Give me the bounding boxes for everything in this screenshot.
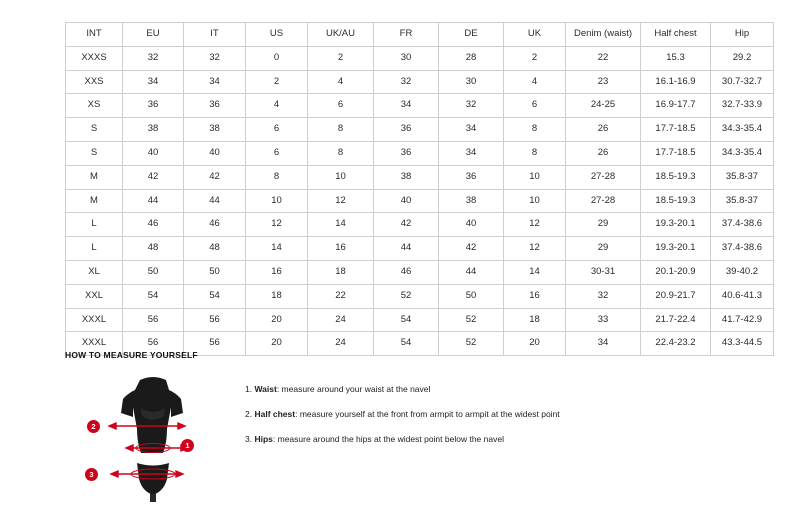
table-cell: 40 [123, 141, 184, 165]
table-cell: 32.7-33.9 [711, 94, 774, 118]
table-cell: 54 [123, 284, 184, 308]
table-cell: 17.7-18.5 [641, 141, 711, 165]
table-cell: 36 [123, 94, 184, 118]
how-to-measure-section [65, 350, 733, 504]
table-cell: 54 [374, 332, 439, 356]
table-cell: S [66, 118, 123, 142]
table-cell: 38 [439, 189, 504, 213]
table-cell: 34 [123, 70, 184, 94]
table-cell: 36 [439, 165, 504, 189]
table-cell: 0 [246, 46, 308, 70]
table-cell: 34 [439, 141, 504, 165]
table-cell: 32 [123, 46, 184, 70]
table-cell: 40 [374, 189, 439, 213]
table-cell: 16 [504, 284, 566, 308]
table-cell: 16 [308, 237, 374, 261]
table-cell: 50 [439, 284, 504, 308]
how-to-measure-title: HOW TO MEASURE YOURSELF [65, 350, 198, 360]
instruction-half-chest [245, 409, 560, 419]
table-cell: 10 [246, 189, 308, 213]
table-cell: 37.4-38.6 [711, 237, 774, 261]
table-cell: 48 [184, 237, 246, 261]
table-row [66, 118, 774, 142]
table-cell: 43.3-44.5 [711, 332, 774, 356]
table-cell: 38 [123, 118, 184, 142]
table-cell: 52 [374, 284, 439, 308]
table-cell: 21.7-22.4 [641, 308, 711, 332]
table-cell: 8 [308, 118, 374, 142]
table-cell: 46 [374, 260, 439, 284]
column-header-us: US [246, 23, 308, 47]
size-chart-table [65, 22, 774, 356]
instruction-waist [245, 384, 560, 394]
table-row [66, 213, 774, 237]
table-cell: 22.4-23.2 [641, 332, 711, 356]
table-cell: 34 [439, 118, 504, 142]
table-cell: 46 [123, 213, 184, 237]
table-cell: 10 [308, 165, 374, 189]
mannequin-illustration [93, 374, 213, 504]
column-header-uk: UK [504, 23, 566, 47]
table-cell: 40 [439, 213, 504, 237]
column-header-uk-au: UK/AU [308, 23, 374, 47]
table-cell: 32 [184, 46, 246, 70]
table-cell: 28 [439, 46, 504, 70]
table-cell: 24 [308, 308, 374, 332]
table-cell: 46 [184, 213, 246, 237]
column-header-eu: EU [123, 23, 184, 47]
table-cell: 10 [504, 189, 566, 213]
table-cell: 2 [504, 46, 566, 70]
table-cell: 32 [374, 70, 439, 94]
table-cell: 42 [439, 237, 504, 261]
measure-instructions [245, 374, 560, 460]
table-cell: 18 [246, 284, 308, 308]
instruction-number: 1. [245, 384, 253, 394]
table-cell: 32 [566, 284, 641, 308]
instruction-text: : measure yourself at the front from armpit to armpit at the widest point [295, 409, 560, 420]
table-cell: 30.7-32.7 [711, 70, 774, 94]
table-cell: 15.3 [641, 46, 711, 70]
table-cell: XXXS [66, 46, 123, 70]
table-cell: 19.3-20.1 [641, 213, 711, 237]
instruction-number: 2. [245, 409, 253, 420]
table-cell: 42 [184, 165, 246, 189]
table-cell: 56 [123, 332, 184, 356]
table-cell: 44 [184, 189, 246, 213]
table-cell: 18.5-19.3 [641, 189, 711, 213]
table-cell: 54 [374, 308, 439, 332]
table-cell: 34 [374, 94, 439, 118]
table-cell: 6 [308, 94, 374, 118]
mannequin-figure [89, 374, 213, 504]
table-row [66, 260, 774, 284]
table-cell: L [66, 237, 123, 261]
table-cell: 41.7-42.9 [711, 308, 774, 332]
table-cell: 30 [374, 46, 439, 70]
table-cell: 18 [308, 260, 374, 284]
instruction-text: : measure around the hips at the widest point below the navel [272, 434, 504, 445]
table-cell: 12 [246, 213, 308, 237]
table-cell: 10 [504, 165, 566, 189]
table-cell: 24-25 [566, 94, 641, 118]
table-header-row [66, 23, 774, 47]
table-cell: 35.8-37 [711, 189, 774, 213]
table-cell: 12 [308, 189, 374, 213]
badge-hips: 3 [85, 468, 98, 481]
table-row [66, 189, 774, 213]
table-cell: 34 [566, 332, 641, 356]
table-cell: 16.9-17.7 [641, 94, 711, 118]
table-cell: XXXL [66, 332, 123, 356]
table-cell: 16.1-16.9 [641, 70, 711, 94]
table-cell: 50 [184, 260, 246, 284]
table-cell: 12 [504, 213, 566, 237]
table-cell: 24 [308, 332, 374, 356]
table-cell: 12 [504, 237, 566, 261]
table-cell: 52 [439, 308, 504, 332]
table-row [66, 308, 774, 332]
table-cell: 6 [246, 141, 308, 165]
instruction-term: Waist [254, 384, 277, 394]
table-cell: 27-28 [566, 189, 641, 213]
table-cell: 20 [504, 332, 566, 356]
table-cell: 26 [566, 141, 641, 165]
table-row [66, 70, 774, 94]
table-row [66, 284, 774, 308]
table-row [66, 46, 774, 70]
table-cell: 38 [184, 118, 246, 142]
table-cell: 33 [566, 308, 641, 332]
table-cell: 39-40.2 [711, 260, 774, 284]
badge-half-chest: 2 [87, 420, 100, 433]
table-cell: XXXL [66, 308, 123, 332]
table-cell: 19.3-20.1 [641, 237, 711, 261]
table-cell: 44 [374, 237, 439, 261]
table-row [66, 94, 774, 118]
table-cell: 34 [184, 70, 246, 94]
table-cell: 14 [246, 237, 308, 261]
table-cell: 32 [439, 94, 504, 118]
table-cell: 2 [308, 46, 374, 70]
instruction-hips [245, 434, 560, 444]
instruction-number: 3. [245, 434, 253, 445]
table-cell: 8 [308, 141, 374, 165]
how-to-measure-body [65, 374, 733, 504]
table-cell: 35.8-37 [711, 165, 774, 189]
table-cell: 48 [123, 237, 184, 261]
table-cell: 30 [439, 70, 504, 94]
table-cell: 40 [184, 141, 246, 165]
column-header-hip: Hip [711, 23, 774, 47]
table-cell: 20 [246, 308, 308, 332]
instruction-term: Half chest [254, 409, 296, 420]
column-header-half-chest: Half chest [641, 23, 711, 47]
table-cell: M [66, 189, 123, 213]
table-cell: 4 [504, 70, 566, 94]
table-cell: M [66, 165, 123, 189]
table-cell: 20.1-20.9 [641, 260, 711, 284]
table-cell: 42 [123, 165, 184, 189]
table-cell: 42 [374, 213, 439, 237]
table-cell: 22 [308, 284, 374, 308]
table-cell: 44 [123, 189, 184, 213]
table-cell: XL [66, 260, 123, 284]
instruction-text: : measure around your waist at the navel [276, 384, 431, 394]
table-cell: 17.7-18.5 [641, 118, 711, 142]
table-cell: 36 [374, 118, 439, 142]
table-cell: 50 [123, 260, 184, 284]
column-header-it: IT [184, 23, 246, 47]
table-cell: XXL [66, 284, 123, 308]
table-cell: 16 [246, 260, 308, 284]
table-cell: S [66, 141, 123, 165]
table-cell: 26 [566, 118, 641, 142]
table-cell: 36 [184, 94, 246, 118]
table-cell: 54 [184, 284, 246, 308]
table-cell: 6 [504, 94, 566, 118]
table-cell: 23 [566, 70, 641, 94]
table-cell: 18.5-19.3 [641, 165, 711, 189]
table-cell: L [66, 213, 123, 237]
table-cell: 56 [184, 332, 246, 356]
column-header-int: INT [66, 23, 123, 47]
table-cell: 52 [439, 332, 504, 356]
badge-waist: 1 [181, 439, 194, 452]
table-cell: 27-28 [566, 165, 641, 189]
table-row [66, 165, 774, 189]
table-cell: 40.6-41.3 [711, 284, 774, 308]
table-row [66, 237, 774, 261]
table-cell: 18 [504, 308, 566, 332]
column-header-fr: FR [374, 23, 439, 47]
table-cell: 29.2 [711, 46, 774, 70]
table-cell: 29 [566, 213, 641, 237]
table-cell: 14 [504, 260, 566, 284]
instruction-term: Hips [254, 434, 273, 445]
table-cell: XXS [66, 70, 123, 94]
table-cell: 20 [246, 332, 308, 356]
size-chart-container [65, 22, 763, 356]
table-cell: XS [66, 94, 123, 118]
table-cell: 29 [566, 237, 641, 261]
table-cell: 8 [504, 118, 566, 142]
table-cell: 14 [308, 213, 374, 237]
table-cell: 20.9-21.7 [641, 284, 711, 308]
table-cell: 38 [374, 165, 439, 189]
table-cell: 34.3-35.4 [711, 118, 774, 142]
table-cell: 56 [123, 308, 184, 332]
table-cell: 2 [246, 70, 308, 94]
table-cell: 30-31 [566, 260, 641, 284]
table-cell: 4 [246, 94, 308, 118]
table-cell: 22 [566, 46, 641, 70]
table-cell: 34.3-35.4 [711, 141, 774, 165]
column-header-de: DE [439, 23, 504, 47]
table-cell: 4 [308, 70, 374, 94]
table-cell: 37.4-38.6 [711, 213, 774, 237]
table-row [66, 141, 774, 165]
table-cell: 8 [504, 141, 566, 165]
table-cell: 36 [374, 141, 439, 165]
table-cell: 44 [439, 260, 504, 284]
column-header-denim-waist: Denim (waist) [566, 23, 641, 47]
table-cell: 6 [246, 118, 308, 142]
table-cell: 8 [246, 165, 308, 189]
table-cell: 56 [184, 308, 246, 332]
